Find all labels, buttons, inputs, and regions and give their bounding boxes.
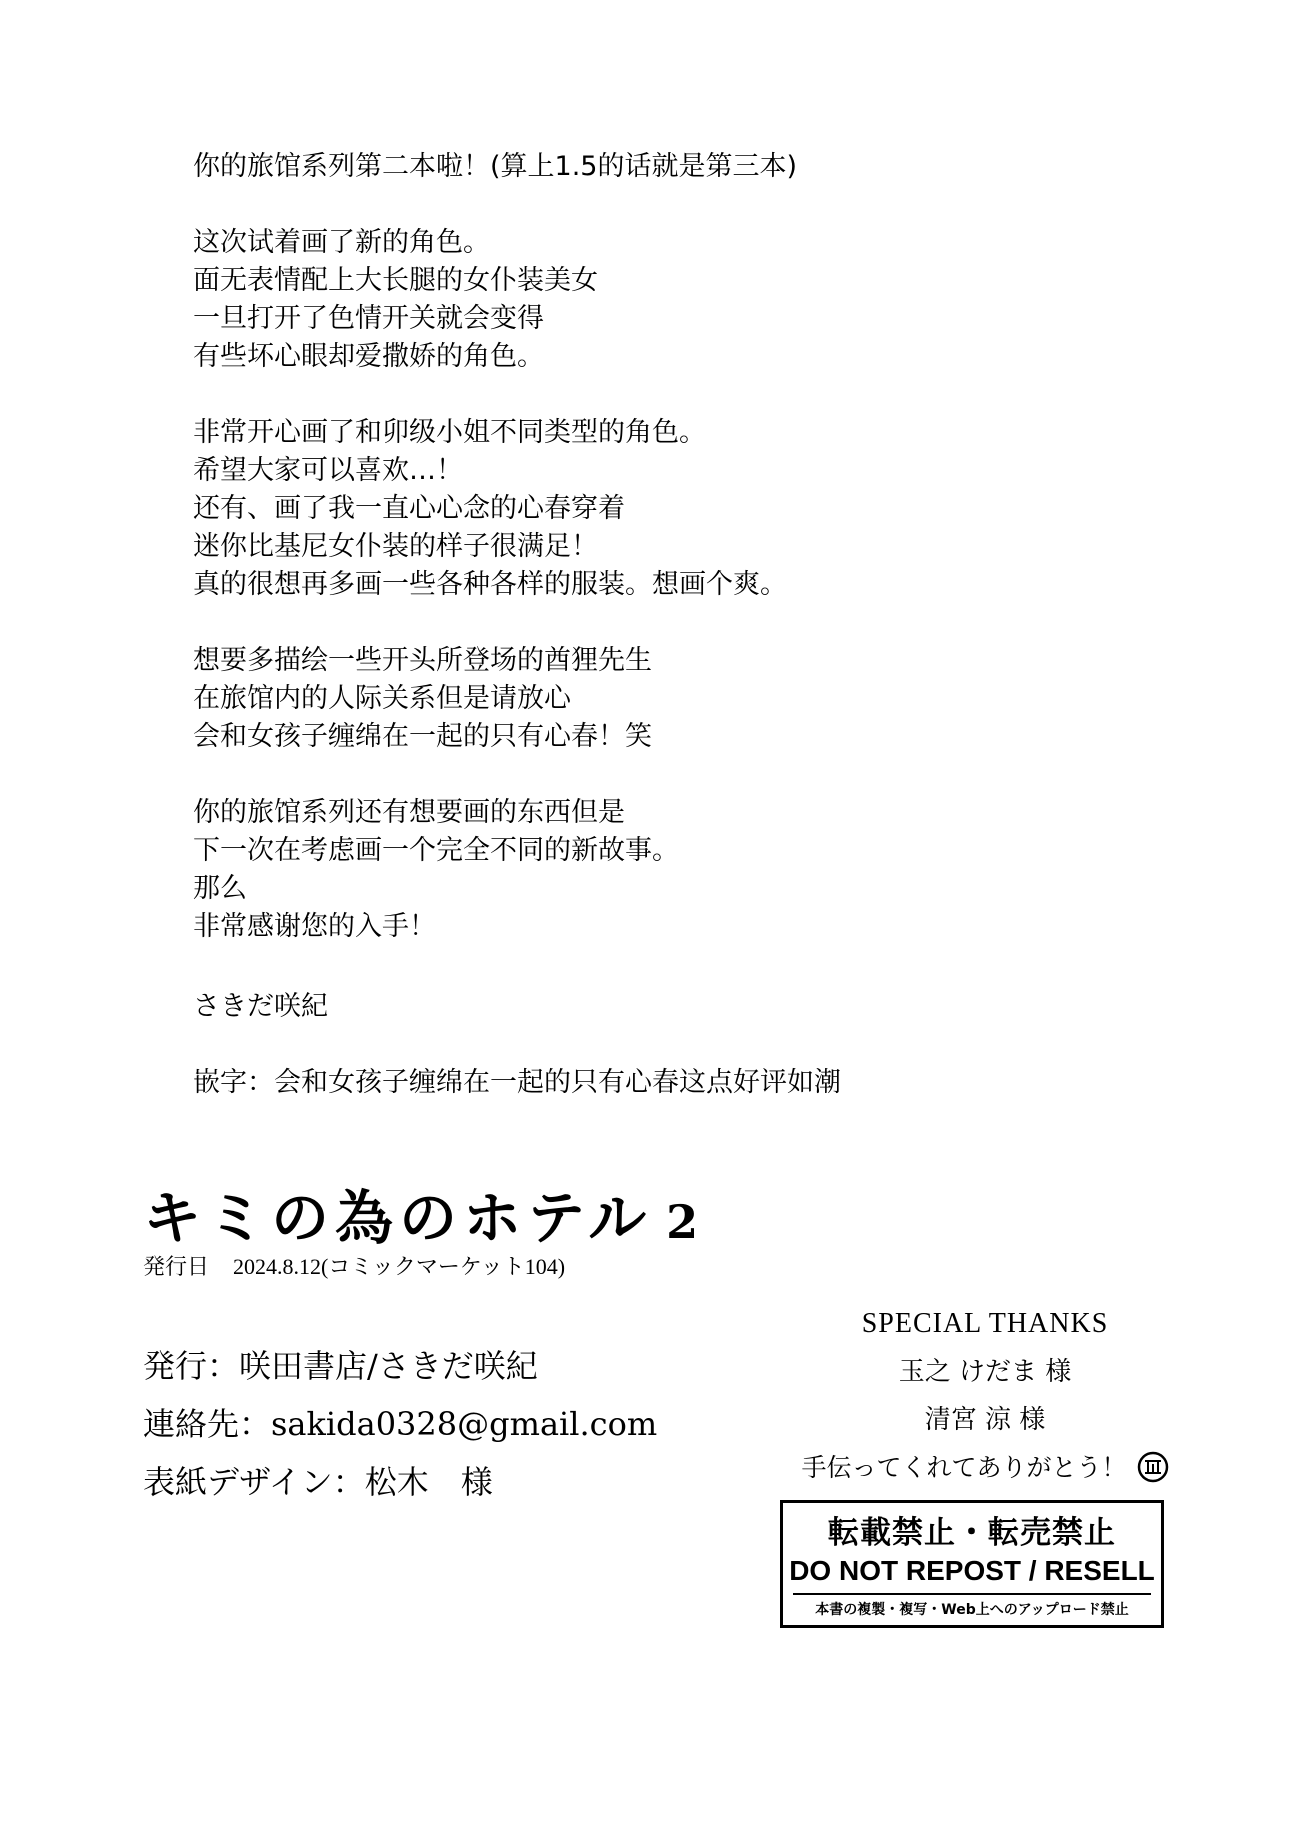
afterword-line: 还有、画了我一直心心念的心春穿着 xyxy=(193,493,625,524)
no-repost-notice xyxy=(780,1500,1164,1628)
afterword-line: 下一次在考虑画一个完全不同的新故事。 xyxy=(193,835,679,866)
notice-divider xyxy=(793,1593,1151,1595)
afterword-paragraph-3 xyxy=(193,414,1193,604)
afterword-line: 你的旅馆系列第二本啦！(算上1.5的话就是第三本) xyxy=(193,151,798,182)
credits xyxy=(143,1337,657,1511)
thanks-message xyxy=(800,1444,1170,1492)
afterword-line: 一旦打开了色情开关就会变得 xyxy=(193,303,544,334)
afterword-line: 会和女孩子缠绵在一起的只有心春！笑 xyxy=(193,721,652,752)
afterword-line: 非常开心画了和卯级小姐不同类型的角色。 xyxy=(193,417,706,448)
afterword-line: 在旅馆内的人际关系但是请放心 xyxy=(193,683,571,714)
afterword-line: 希望大家可以喜欢…！ xyxy=(193,455,463,486)
contact-line: 連絡先：sakida0328@gmail.com xyxy=(143,1405,658,1443)
book-title xyxy=(143,1183,704,1257)
publisher-line: 発行：咲田書店/さきだ咲紀 xyxy=(143,1347,538,1385)
thanks-message-text: 手伝ってくれてありがとう！ xyxy=(801,1453,1127,1482)
book-title-text: キミの為のホテル xyxy=(143,1184,653,1252)
afterword-line: 真的很想再多画一些各种各样的服装。想画个爽。 xyxy=(193,569,787,600)
special-thanks-heading: SPECIAL THANKS xyxy=(861,1308,1109,1339)
thanks-name: 清宮 涼 様 xyxy=(924,1405,1046,1435)
notice-detail: 本書の複製・複写・Web上へのアップロード禁止 xyxy=(815,1602,1129,1618)
special-thanks xyxy=(800,1300,1170,1492)
notice-japanese: 転載禁止・転売禁止 xyxy=(828,1515,1116,1551)
afterword-line: 迷你比基尼女仆装的样子很满足！ xyxy=(193,531,598,562)
afterword xyxy=(193,148,1193,1102)
afterword-line: 想要多描绘一些开头所登场的酋狸先生 xyxy=(193,645,652,676)
afterword-line: 你的旅馆系列还有想要画的东西但是 xyxy=(193,797,625,828)
cover-design-line: 表紙デザイン：松木 様 xyxy=(143,1463,493,1501)
thanks-name: 玉之 けだま 様 xyxy=(898,1357,1072,1387)
release-date xyxy=(143,1250,565,1281)
circle-stamp-icon xyxy=(1137,1451,1169,1483)
afterword-line: 有些坏心眼却爱撒娇的角色。 xyxy=(193,341,544,372)
afterword-line: 非常感谢您的入手！ xyxy=(193,911,436,942)
afterword-paragraph-1 xyxy=(193,148,1193,186)
notice-english: DO NOT REPOST / RESELL xyxy=(789,1555,1155,1586)
afterword-paragraph-2 xyxy=(193,224,1193,376)
author-signature: さきだ咲紀 xyxy=(193,991,328,1022)
afterword-paragraph-4 xyxy=(193,642,1193,756)
book-volume: 2 xyxy=(666,1195,705,1249)
release-value: 2024.8.12(コミックマーケット104) xyxy=(233,1254,566,1279)
afterword-line: 这次试着画了新的角色。 xyxy=(193,227,490,258)
afterword-line: 面无表情配上大长腿的女仆装美女 xyxy=(193,265,598,296)
afterword-paragraph-5 xyxy=(193,794,1193,946)
release-label: 発行日 xyxy=(143,1254,210,1279)
afterword-line: 那么 xyxy=(193,873,247,904)
translator-note: 嵌字：会和女孩子缠绵在一起的只有心春这点好评如潮 xyxy=(193,1067,841,1098)
